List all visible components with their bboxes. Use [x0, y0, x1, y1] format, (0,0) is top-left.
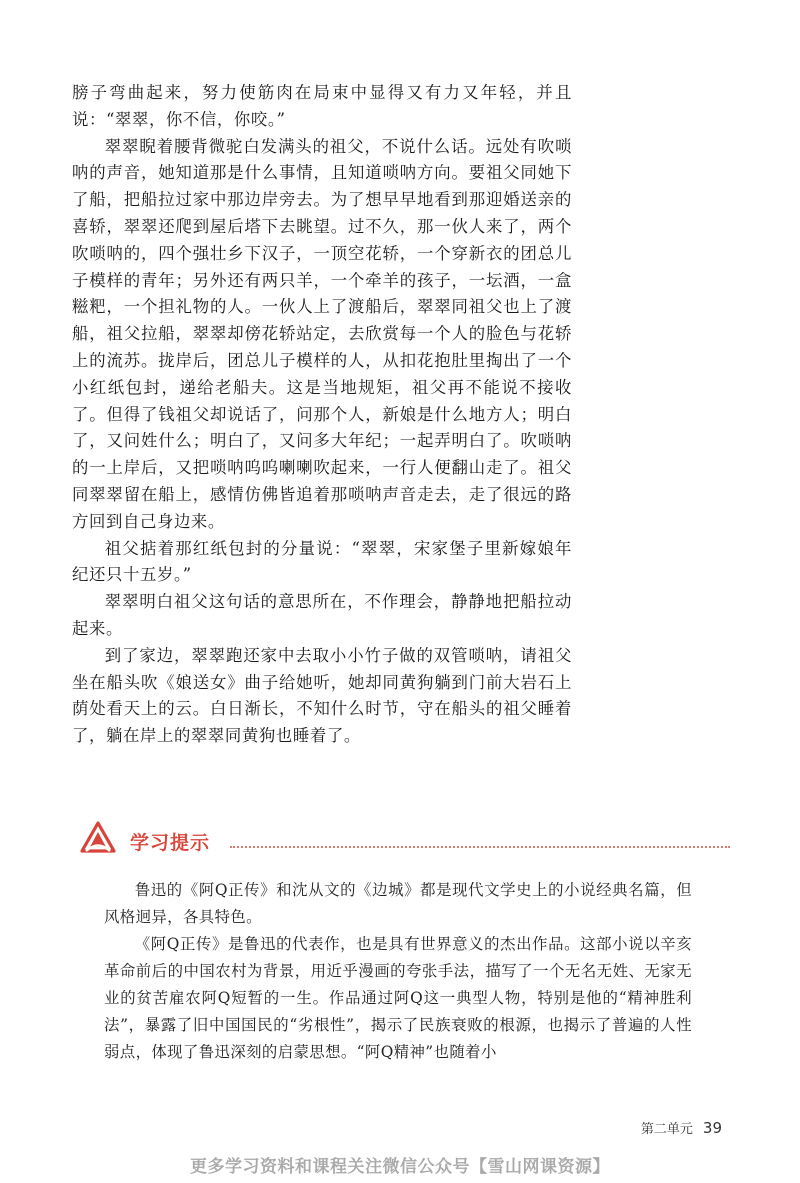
section-title: 学习提示	[130, 832, 211, 854]
dotted-divider	[230, 846, 730, 848]
triangle-logo-icon	[80, 820, 116, 856]
watermark-text: 更多学习资料和课程关注微信公众号【雪山网课资源】	[190, 1157, 610, 1177]
tips-paragraph-1: 鲁迅的《阿Q正传》和沈从文的《边城》都是现代文学史上的小说经典名篇，但风格迥异，各具特色。	[104, 881, 692, 926]
story-text	[72, 80, 572, 750]
story-paragraph-4: 翠翠明白祖父这句话的意思所在，不作理会，静静地把船拉动起来。	[72, 592, 572, 638]
page-number: 39	[702, 1119, 722, 1137]
story-paragraph-3: 祖父掂着那红纸包封的分量说：“翠翠，宋家堡子里新嫁娘年纪还只十五岁。”	[72, 538, 572, 585]
page-footer	[641, 1118, 722, 1137]
tips-paragraph-2: 《阿Q正传》是鲁迅的代表作，也是具有世界意义的杰出作品。这部小说以辛亥革命前后的中国农村为背景，用近乎漫画的夸张手法，描写了一个无名无姓、无家无业的贫苦雇农阿Q短暂的一生。作品通过阿Q这一典型人物，特别是他的“精神胜利法”，暴露了旧中国国民的“劣根性”，揭示了民族衰败的根源，也揭示了普遍的人性弱点，体现了鲁迅深刻的启蒙思想。“阿Q精神”也随着小	[104, 935, 692, 1061]
story-paragraph-2: 翠翠睨着腰背微驼白发满头的祖父，不说什么话。远处有吹唢呐的声音，她知道那是什么事情，且知道唢呐方向。要祖父同她下了船，把船拉过家中那边岸旁去。为了想早早地看到那迎婚送亲的喜轿，翠翠还爬到屋后塔下去眺望。过不久，那一伙人来了，两个吹唢呐的，四个强壮乡下汉子，一顶空花轿，一个穿新衣的团总儿子模样的青年；另外还有两只羊，一个牵羊的孩子，一坛酒，一盒糍粑，一个担礼物的人。一伙人上了渡船后，翠翠同祖父也上了渡船，祖父拉船，翠翠却傍花轿站定，去欣赏每一个人的脸色与花轿上的流苏。拢岸后，团总儿子模样的人，从扣花抱肚里掏出了一个小红纸包封，递给老船夫。这是当地规矩，祖父再不能说不接收了。但得了钱祖父却说话了，问那个人，新娘是什么地方人；明白了，又问姓什么；明白了，又问多大年纪；一起弄明白了。吹唢呐的一上岸后，又把唢呐呜呜喇喇吹起来，一行人便翻山走了。祖父同翠翠留在船上，感情仿佛皆追着那唢呐声音走去，走了很远的路方回到自己身边来。	[72, 136, 572, 531]
study-tips-header	[80, 820, 730, 860]
study-tips-text	[104, 877, 692, 1066]
unit-label: 第二单元	[640, 1122, 693, 1137]
story-paragraph-1: 膀子弯曲起来，努力使筋肉在局束中显得又有力又年轻，并且说：“翠翠，你不信，你咬。”	[72, 83, 572, 129]
story-paragraph-5: 到了家边，翠翠跑还家中去取小小竹子做的双管唢呐，请祖父坐在船头吹《娘送女》曲子给她听，她却同黄狗躺到门前大岩石上荫处看天上的云。白日渐长，不知什么时节，守在船头的祖父睡着了，躺在岸上的翠翠同黄狗也睡着了。	[72, 645, 572, 746]
